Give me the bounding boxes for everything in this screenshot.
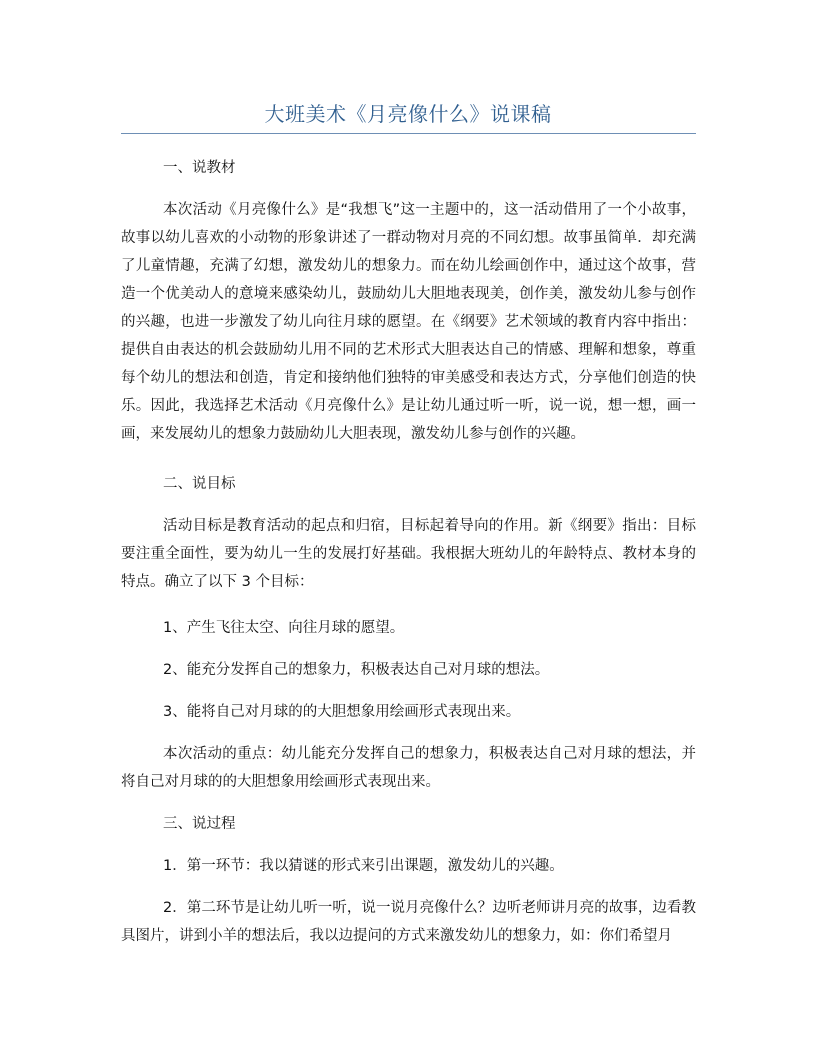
- process-step-2-body: [121, 894, 696, 950]
- goal-item-2: 2、能充分发挥自己的想象力，积极表达自己对月球的想法。: [163, 662, 550, 678]
- process-step-1: 1．第一环节：我以猜谜的形式来引出课题，激发幼儿的兴趣。: [163, 858, 564, 874]
- section-heading-goals: 二、说目标: [163, 476, 236, 492]
- process-step-2: 2．第二环节是让幼儿听一听，说一说月亮像什么？边听老师讲月亮的故事，边看教具图片，讲到小羊的想法后，我以边提问的方式来激发幼儿的想象力，如：你们希望月: [121, 900, 696, 944]
- goal-item-1: 1、产生飞往太空、向往月球的愿望。: [163, 620, 405, 636]
- paragraph-focus: 本次活动的重点：幼儿能充分发挥自己的想象力，积极表达自己对月球的想法，并将自己对月球的的大胆想象用绘画形式表现出来。: [121, 746, 696, 790]
- section-heading-materials: 一、说教材: [163, 160, 236, 176]
- focus-body: [121, 740, 696, 796]
- title-underline: [121, 133, 696, 134]
- goal-item-3: 3、能将自己对月球的的大胆想象用绘画形式表现出来。: [163, 704, 521, 720]
- paragraph-materials: 本次活动《月亮像什么》是“我想飞”这一主题中的，这一活动借用了一个小故事，故事以幼儿喜欢的小动物的形象讲述了一群动物对月亮的不同幻想。故事虽简单．却充满了儿童情趣，充满了幻想，激发幼儿的想象力。而在幼儿绘画创作中，通过这个故事，营造一个优美动人的意境来感染幼儿，鼓励幼儿大胆地表现美，创作美，激发幼儿参与创作的兴趣，也进一步激发了幼儿向往月球的愿望。在《纲要》艺术领域的教育内容中指出：提供自由表达的机会鼓励幼儿用不同的艺术形式大胆表达自己的情感、理解和想象，尊重每个幼儿的想法和创造，肯定和接纳他们独特的审美感受和表达方式，分享他们创造的快乐。因此，我选择艺术活动《月亮像什么》是让幼儿通过听一听，说一说，想一想，画一画，来发展幼儿的想象力鼓励幼儿大胆表现，激发幼儿参与创作的兴趣。: [121, 202, 696, 442]
- section-materials-body: [121, 196, 696, 448]
- section-heading-process: 三、说过程: [163, 816, 236, 832]
- document-title: 大班美术《月亮像什么》说课稿: [264, 102, 552, 126]
- section-goals-body: [121, 512, 696, 596]
- paragraph-goals: 活动目标是教育活动的起点和归宿，目标起着导向的作用。新《纲要》指出：目标要注重全面性，要为幼儿一生的发展打好基础。我根据大班幼儿的年龄特点、教材本身的特点。确立了以下 3 个目标：: [121, 518, 696, 590]
